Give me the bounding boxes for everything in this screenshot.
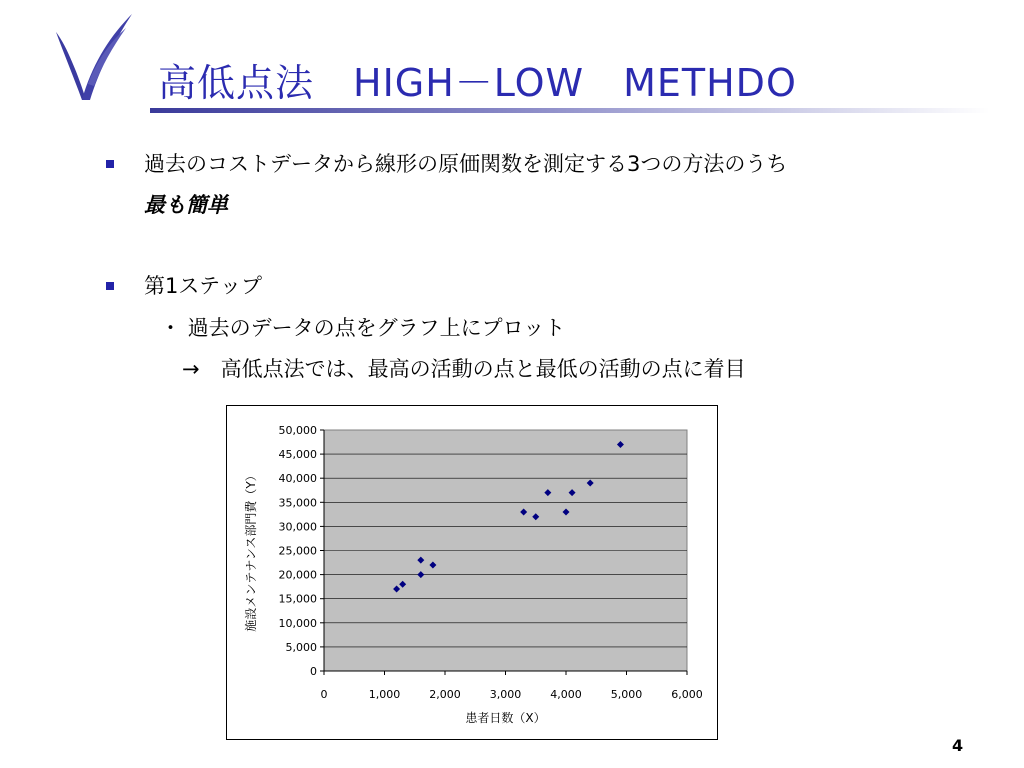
y-tick-label: 20,000 [278,568,317,582]
chart-frame [226,405,718,740]
arrow-line-text: → 高低点法では、最高の活動の点と最低の活動の点に着目 [182,357,746,381]
y-tick-label: 30,000 [278,520,317,534]
x-tick-label: 3,000 [489,688,522,701]
bullet-1-emphasis: 最も簡単 [144,193,228,217]
y-tick-label: 0 [310,665,317,678]
page-title: 高低点法 HIGH－LOW METHDO [158,61,797,105]
x-tick-label: 2,000 [429,688,461,701]
y-tick-label: 35,000 [278,496,317,510]
x-axis-label: 患者日数（X） [465,711,546,725]
bullet-2-text: 第1ステップ [144,274,262,298]
y-tick-label: 50,000 [278,424,317,437]
x-tick-label: 6,000 [671,688,703,701]
y-tick-label: 40,000 [278,472,317,486]
y-tick-label: 5,000 [285,640,317,654]
bullet-1-text: 過去のコストデータから線形の原価関数を測定する3つの方法のうち [144,152,788,176]
x-tick-label: 4,000 [550,688,582,701]
title-underline [150,108,990,113]
y-tick-label: 15,000 [278,592,317,606]
bullet-marker [106,282,114,290]
x-tick-label: 5,000 [610,688,643,701]
logo-icon [52,14,134,102]
y-tick-label: 25,000 [278,544,317,558]
bullet-marker [106,160,114,168]
page-number: 4 [952,736,964,755]
x-tick-label: 1,000 [368,688,401,701]
y-tick-label: 10,000 [278,616,317,630]
sub-bullet-text: ・ 過去のデータの点をグラフ上にプロット [160,316,566,340]
y-tick-label: 45,000 [278,448,317,462]
scatter-chart [227,406,717,739]
y-axis-label: 施設メンテナンス部門費（Y） [244,469,258,632]
x-tick-label: 0 [320,688,328,701]
